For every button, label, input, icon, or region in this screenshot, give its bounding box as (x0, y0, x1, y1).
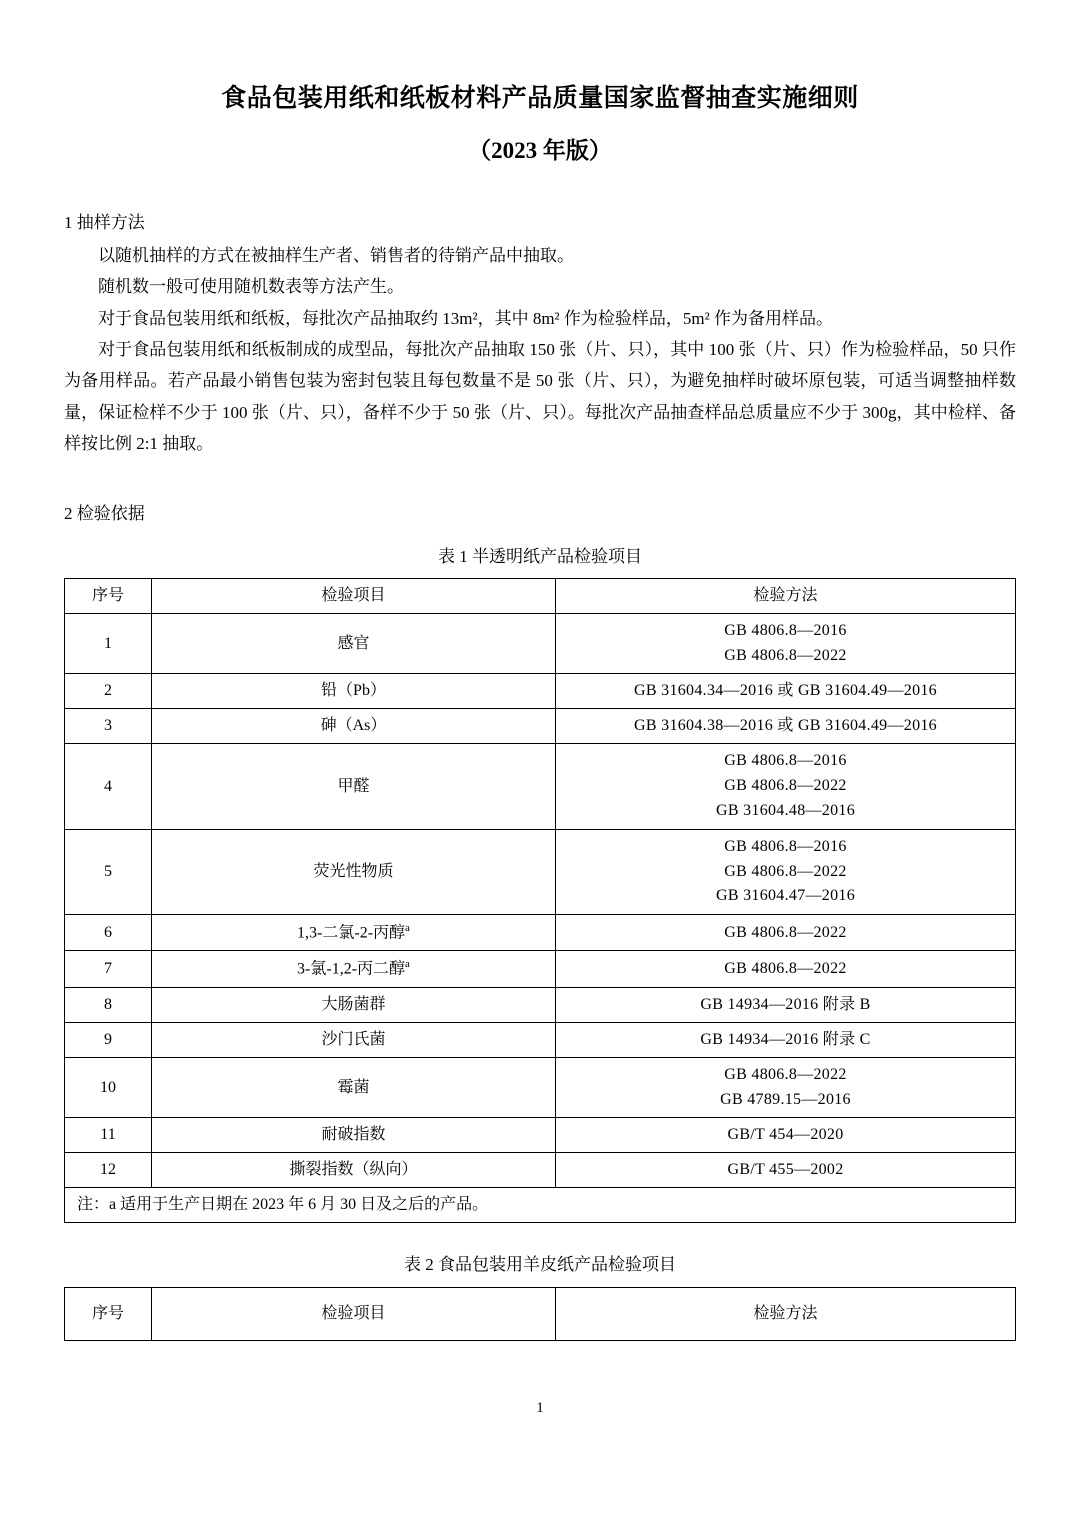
table-row (65, 915, 1016, 951)
table-row (65, 1022, 1016, 1057)
row3-no: 3 (65, 709, 152, 744)
row7-no: 7 (65, 951, 152, 987)
table-row (65, 744, 1016, 829)
row5-method-2: GB 4806.8—2022 (724, 862, 847, 880)
section-heading-basis: 2 检验依据 (64, 503, 145, 523)
row8-item: 大肠菌群 (152, 987, 556, 1022)
row10-method-1: GB 4806.8—2022 (724, 1065, 847, 1083)
row5-methods (556, 829, 1016, 914)
row1-method-1: GB 4806.8—2016 (724, 621, 847, 639)
page-number: 1 (536, 1400, 544, 1416)
row6-item-text: 1,3-二氯-2-丙醇 (297, 924, 406, 942)
table-row (65, 987, 1016, 1022)
row10-item: 霉菌 (152, 1057, 556, 1118)
table2-caption: 表 2 食品包装用羊皮纸产品检验项目 (404, 1255, 676, 1275)
table2-header-item: 检验项目 (152, 1287, 556, 1340)
row12-item: 撕裂指数（纵向） (152, 1153, 556, 1188)
table1-note: 注：a 适用于生产日期在 2023 年 6 月 30 日及之后的产品。 (65, 1188, 1016, 1223)
row7-method: GB 4806.8—2022 (556, 951, 1016, 987)
row1-method-2: GB 4806.8—2022 (724, 646, 847, 664)
paragraph-sampling-1: 以随机抽样的方式在被抽样生产者、销售者的待销产品中抽取。 (98, 245, 574, 265)
row9-method: GB 14934—2016 附录 C (556, 1022, 1016, 1057)
section-heading-sampling: 1 抽样方法 (64, 212, 145, 232)
row2-method: GB 31604.34—2016 或 GB 31604.49—2016 (556, 674, 1016, 709)
row4-method-3: GB 31604.48—2016 (715, 801, 856, 819)
row10-no: 10 (65, 1057, 152, 1118)
table-header-row (65, 1287, 1016, 1340)
row8-method: GB 14934—2016 附录 B (556, 987, 1016, 1022)
row6-method: GB 4806.8—2022 (556, 915, 1016, 951)
table-row (65, 1057, 1016, 1118)
row5-method-1: GB 4806.8—2016 (724, 837, 847, 855)
row12-method: GB/T 455—2002 (556, 1153, 1016, 1188)
row5-no: 5 (65, 829, 152, 914)
row6-no: 6 (65, 915, 152, 951)
row2-item: 铅（Pb） (152, 674, 556, 709)
row1-methods (556, 613, 1016, 674)
row4-method-2: GB 4806.8—2022 (724, 777, 847, 795)
row4-method-1: GB 4806.8—2016 (724, 752, 847, 770)
row11-item: 耐破指数 (152, 1118, 556, 1153)
page-title: 食品包装用纸和纸板材料产品质量国家监督抽查实施细则 (221, 85, 859, 112)
paragraph-sampling-4: 对于食品包装用纸和纸板制成的成型品，每批次产品抽取 150 张（片、只），其中 100 张（片、只）作为检验样品，50 只作为备用样品。若产品最小销售包装为密封包装且每包数量不是 50 张（片、只），为避免抽样时破坏原包装，可适当调整抽样数量，保证检样不少于 100 张（片、只），备样不少于 50 张（片、只）。每批次产品抽查样品总质量应不少于 300g，其中检样、备样按比例 2:1 抽取。 (64, 339, 1016, 454)
table1-header-item: 检验项目 (152, 578, 556, 613)
row6-item (152, 915, 556, 951)
paragraph-sampling-2: 随机数一般可使用随机数表等方法产生。 (98, 277, 404, 297)
row1-item: 感官 (152, 613, 556, 674)
table2-header-method: 检验方法 (556, 1287, 1016, 1340)
row6-item-footnote-marker: a (405, 922, 410, 935)
table1-header-method: 检验方法 (556, 578, 1016, 613)
row11-method: GB/T 454—2020 (556, 1118, 1016, 1153)
row7-item-footnote-marker: a (405, 958, 410, 971)
row9-no: 9 (65, 1022, 152, 1057)
row12-no: 12 (65, 1153, 152, 1188)
row4-methods (556, 744, 1016, 829)
row5-item: 荧光性物质 (152, 829, 556, 914)
table-row (65, 951, 1016, 987)
row10-methods (556, 1057, 1016, 1118)
table-row (65, 709, 1016, 744)
table1-header-no: 序号 (65, 578, 152, 613)
row7-item (152, 951, 556, 987)
paragraph-sampling-3: 对于食品包装用纸和纸板，每批次产品抽取约 13m²，其中 8m² 作为检验样品，5m² 作为备用样品。 (98, 308, 833, 328)
row4-no: 4 (65, 744, 152, 829)
table-row (65, 1153, 1016, 1188)
table-translucent-paper-items (64, 578, 1016, 1224)
table-row (65, 613, 1016, 674)
table-parchment-paper-items (64, 1287, 1016, 1341)
row1-no: 1 (65, 613, 152, 674)
row11-no: 11 (65, 1118, 152, 1153)
row3-method: GB 31604.38—2016 或 GB 31604.49—2016 (556, 709, 1016, 744)
table-note-row (65, 1188, 1016, 1223)
row8-no: 8 (65, 987, 152, 1022)
table1-caption: 表 1 半透明纸产品检验项目 (438, 546, 642, 566)
row10-method-2: GB 4789.15—2016 (720, 1090, 851, 1108)
page-subtitle: （2023 年版） (468, 138, 612, 164)
row2-no: 2 (65, 674, 152, 709)
row9-item: 沙门氏菌 (152, 1022, 556, 1057)
row7-item-text: 3-氯-1,2-丙二醇 (297, 960, 406, 978)
row4-item: 甲醛 (152, 744, 556, 829)
table2-header-no: 序号 (65, 1287, 152, 1340)
row3-item: 砷（As） (152, 709, 556, 744)
table-row (65, 1118, 1016, 1153)
table-header-row (65, 578, 1016, 613)
table-row (65, 829, 1016, 914)
table-row (65, 674, 1016, 709)
row5-method-3: GB 31604.47—2016 (715, 887, 856, 905)
